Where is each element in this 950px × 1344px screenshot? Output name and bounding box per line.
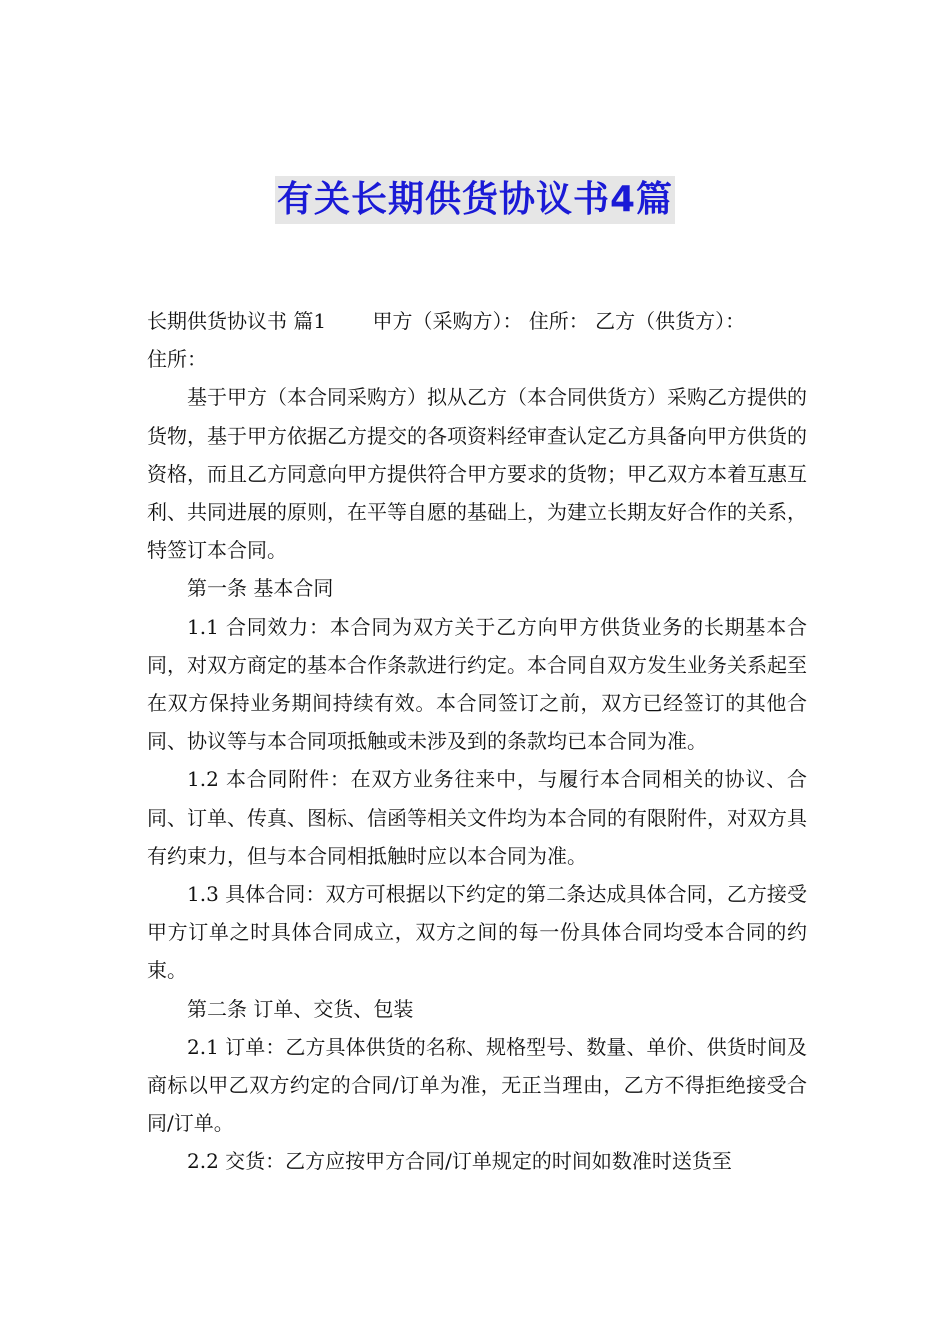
document-title: 有关长期供货协议书4篇 bbox=[275, 176, 675, 224]
document-body bbox=[147, 302, 807, 1181]
clause-2-2: 2.2 交货：乙方应按甲方合同/订单规定的时间如数准时送货至 bbox=[187, 1149, 732, 1174]
clause-1-1: 1.1 合同效力：本合同为双方关于乙方向甲方供货业务的长期基本合同，对双方商定的基本合作条款进行约定。本合同自双方发生业务关系起至在双方保持业务期间持续有效。本合同签订之前，双方已经签订的其他合同、协议等与本合同项抵触或未涉及到的条款均已本合同为准。 bbox=[147, 614, 807, 754]
paragraph-preamble: 基于甲方（本合同采购方）拟从乙方（本合同供货方）采购乙方提供的货物，基于甲方依据乙方提交的各项资料经审查认定乙方具备向甲方供货的资格，而且乙方同意向甲方提供符合甲方要求的货物；甲乙双方本着互惠互利、共同进展的原则，在平等自愿的基础上，为建立长期友好合作的关系，特签订本合同。 bbox=[147, 385, 807, 563]
article-1-heading: 第一条 基本合同 bbox=[187, 576, 334, 601]
article-2-heading: 第二条 订单、交货、包装 bbox=[187, 996, 414, 1021]
intro-line-2: 住所： bbox=[147, 347, 207, 372]
clause-2-1: 2.1 订单：乙方具体供货的名称、规格型号、数量、单价、供货时间及商标以甲乙双方约定的合同/订单为准，无正当理由，乙方不得拒绝接受合同/订单。 bbox=[147, 1034, 807, 1136]
clause-1-2: 1.2 本合同附件：在双方业务往来中，与履行本合同相关的协议、合同、订单、传真、图标、信函等相关文件均为本合同的有限附件，对双方具有约束力，但与本合同相抵触时应以本合同为准。 bbox=[147, 767, 807, 868]
clause-1-3: 1.3 具体合同：双方可根据以下约定的第二条达成具体合同，乙方接受甲方订单之时具体合同成立，双方之间的每一份具体合同均受本合同的约束。 bbox=[147, 882, 807, 983]
intro-line: 长期供货协议书 篇1 甲方（采购方）： 住所： 乙方（供货方）： bbox=[147, 309, 746, 333]
title-container bbox=[0, 176, 950, 224]
